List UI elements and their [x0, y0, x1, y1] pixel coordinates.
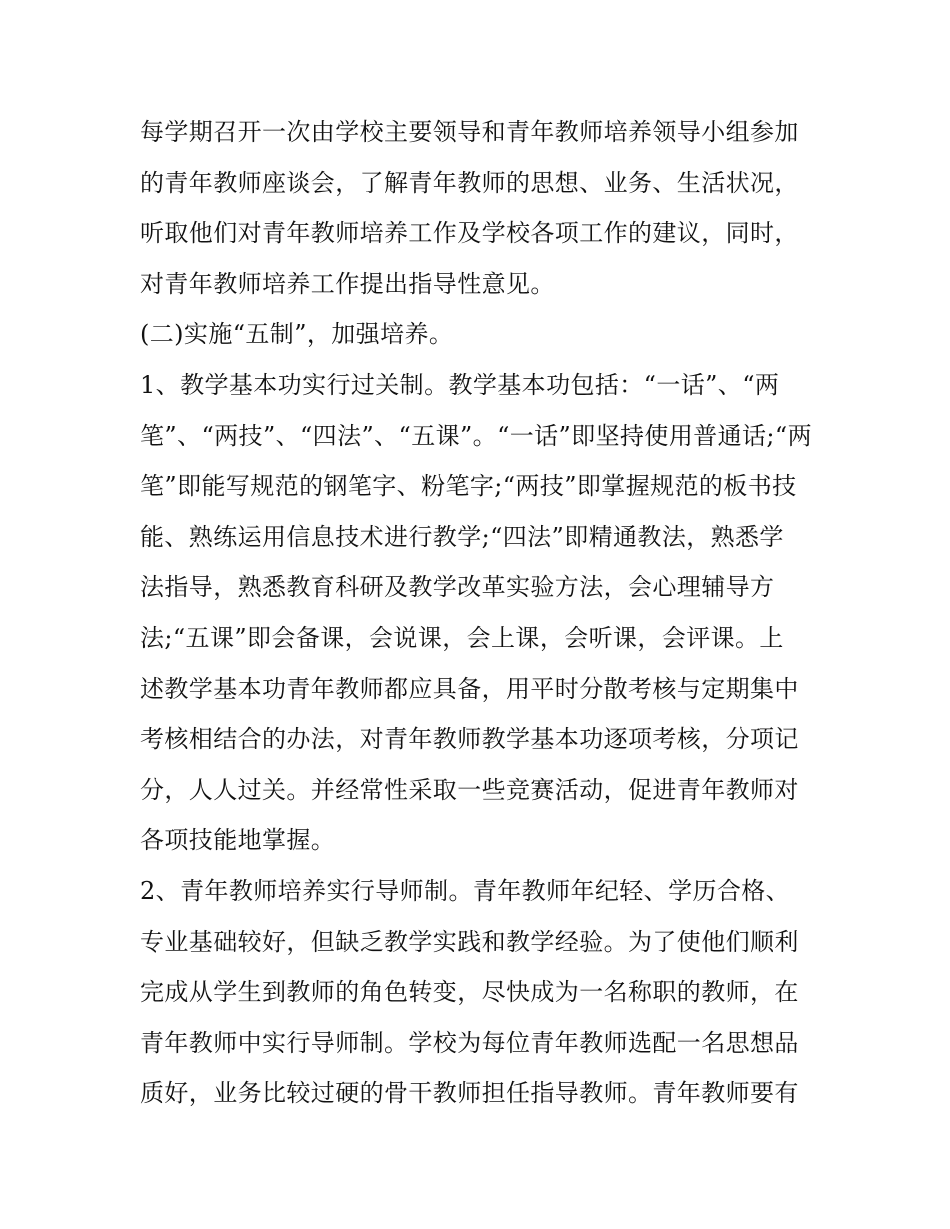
text-line-16: 2、青年教师培养实行导师制。青年教师年纪轻、学历合格、: [140, 876, 791, 905]
text-line-2: 的青年教师座谈会，了解青年教师的思想、业务、生活状况，: [140, 168, 799, 197]
text-line-11: 法;“五课”即会备课，会说课，会上课，会听课，会评课。上: [140, 623, 784, 652]
text-line-20: 质好，业务比较过硬的骨干教师担任指导教师。青年教师要有: [140, 1079, 799, 1108]
text-line-12: 述教学基本功青年教师都应具备，用平时分散考核与定期集中: [140, 674, 799, 703]
text-line-19: 青年教师中实行导师制。学校为每位青年教师选配一名思想品: [140, 1028, 799, 1057]
text-line-9: 能、熟练运用信息技术进行教学;“四法”即精通教法，熟悉学: [140, 522, 784, 551]
text-line-10: 法指导，熟悉教育科研及教学改革实验方法，会心理辅导方: [140, 573, 775, 602]
section-heading: (二)实施“五制”，加强培养。: [140, 320, 454, 349]
text-line-13: 考核相结合的办法，对青年教师教学基本功逐项考核，分项记: [140, 725, 799, 754]
text-line-17: 专业基础较好，但缺乏教学实践和教学经验。为了使他们顺利: [140, 927, 799, 956]
text-line-4: 对青年教师培养工作提出指导性意见。: [140, 269, 555, 298]
document-body: [140, 107, 830, 1119]
text-line-3: 听取他们对青年教师培养工作及学校各项工作的建议，同时，: [140, 219, 799, 248]
text-line-8: 笔”即能写规范的钢笔字、粉笔字;“两技”即掌握规范的板书技: [140, 472, 797, 501]
text-line-6: 1、教学基本功实行过关制。教学基本功包括：“一话”、“两: [140, 370, 780, 399]
text-line-1: 每学期召开一次由学校主要领导和青年教师培养领导小组参加: [140, 118, 799, 146]
text-line-7: 笔”、“两技”、“四法”、“五课”。“一话”即坚持使用普通话;“两: [140, 421, 812, 450]
text-line-15: 各项技能地掌握。: [140, 826, 336, 855]
text-line-14: 分，人人过关。并经常性采取一些竞赛活动，促进青年教师对: [140, 775, 799, 804]
text-line-18: 完成从学生到教师的角色转变，尽快成为一名称职的教师，在: [140, 978, 799, 1007]
